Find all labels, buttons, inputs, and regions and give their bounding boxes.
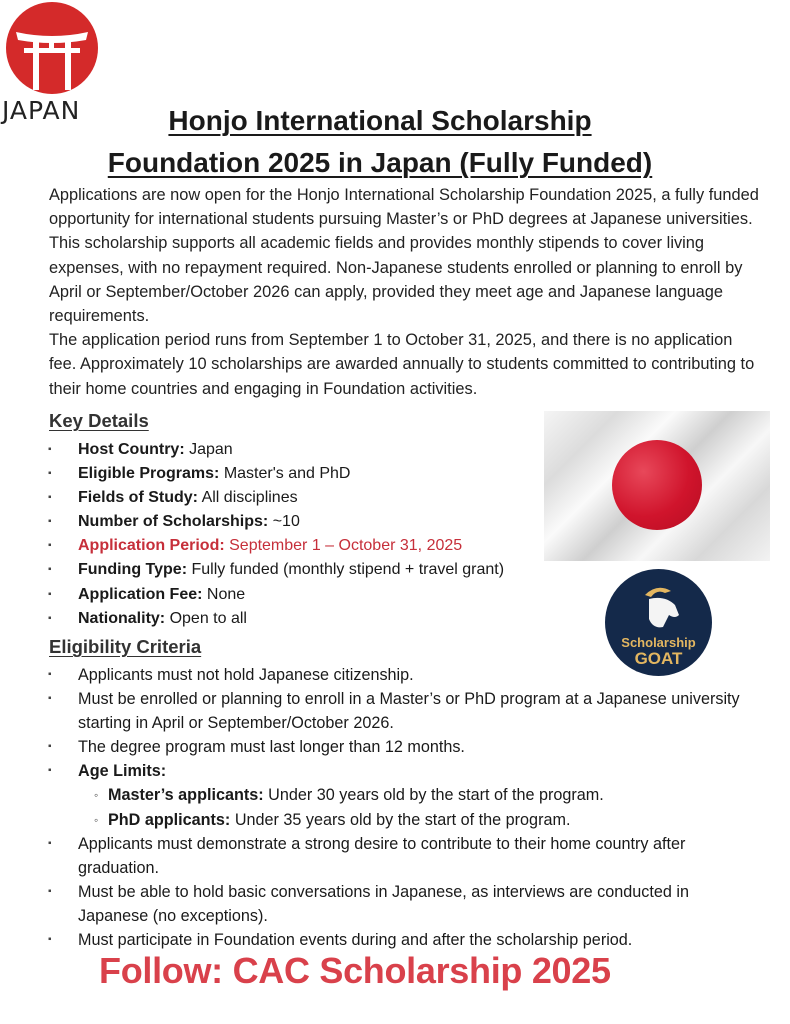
intro-paragraph-2: The application period runs from September 1 to October 31, 2025, and there is no application fee. Approximately 10 scholarships are awarded annually to students committed to contributing to their home countries and engaging in Foundation activities.	[49, 331, 755, 398]
list-item-highlight: ▪ Application Period: September 1 – October 31, 2025	[62, 534, 504, 558]
age-limits-sublist	[78, 783, 752, 831]
torii-gate-icon	[6, 2, 98, 94]
japan-flag-image	[544, 411, 770, 561]
page-title	[60, 100, 700, 184]
list-item: ▪ Host Country: Japan	[62, 438, 504, 462]
follow-banner: Follow: CAC Scholarship 2025	[99, 950, 611, 991]
list-item-age-limits: ▪ Age Limits: ◦ Master’s applicants: Under 30 years old by the start of the program. ◦ PhD applicants: Under 35 years old by the start of the program.	[62, 759, 752, 831]
title-line-1: Honjo International Scholarship	[168, 105, 592, 136]
key-details-heading: Key Details	[49, 410, 149, 431]
list-item: ▪ Applicants must not hold Japanese citizenship.	[62, 663, 752, 687]
list-item: ▪ Funding Type: Fully funded (monthly stipend + travel grant)	[62, 558, 504, 582]
badge-line-1: Scholarship	[621, 635, 696, 650]
intro-paragraph-1: Applications are now open for the Honjo International Scholarship Foundation 2025, a fully funded opportunity for international students pursuing Master’s or PhD degrees at Japanese universities. This scholarship supports all academic fields and provides monthly stipends to cover living expenses, with no repayment required. Non-Japanese students enrolled or planning to enroll by April or September/October 2026 can apply, provided they meet age and Japanese language requirements.	[49, 186, 759, 326]
list-item: ▪ Nationality: Open to all	[62, 607, 504, 631]
list-item: ▪ Number of Scholarships: ~10	[62, 510, 504, 534]
logo-text: JAPAN	[2, 96, 81, 125]
list-item: ▪ Fields of Study: All disciplines	[62, 486, 504, 510]
flag-sun	[612, 440, 702, 530]
eligibility-list	[62, 663, 752, 952]
list-item: ▪ Application Fee: None	[62, 583, 504, 607]
list-item: ▪ Must be able to hold basic conversations in Japanese, as interviews are conducted in Japanese (no exceptions).	[62, 880, 752, 928]
list-item: ▪ Must participate in Foundation events during and after the scholarship period.	[62, 928, 752, 952]
eligibility-heading: Eligibility Criteria	[49, 636, 202, 657]
intro-text	[49, 183, 764, 401]
list-item: ▪ Must be enrolled or planning to enroll in a Master’s or PhD program at a Japanese university starting in April or September/October 2026.	[62, 687, 752, 735]
sub-list-item: ◦ PhD applicants: Under 35 years old by the start of the program.	[78, 808, 752, 832]
list-item: ▪ Eligible Programs: Master's and PhD	[62, 462, 504, 486]
badge-line-2: GOAT	[634, 649, 683, 668]
title-line-2: Foundation 2025 in Japan (Fully Funded)	[107, 147, 653, 178]
sub-list-item: ◦ Master’s applicants: Under 30 years old by the start of the program.	[78, 783, 752, 807]
list-item: ▪ Applicants must demonstrate a strong desire to contribute to their home country after graduation.	[62, 832, 752, 880]
list-item: ▪ The degree program must last longer than 12 months.	[62, 735, 752, 759]
key-details-list	[62, 438, 504, 631]
scholarship-goat-badge	[605, 569, 712, 676]
